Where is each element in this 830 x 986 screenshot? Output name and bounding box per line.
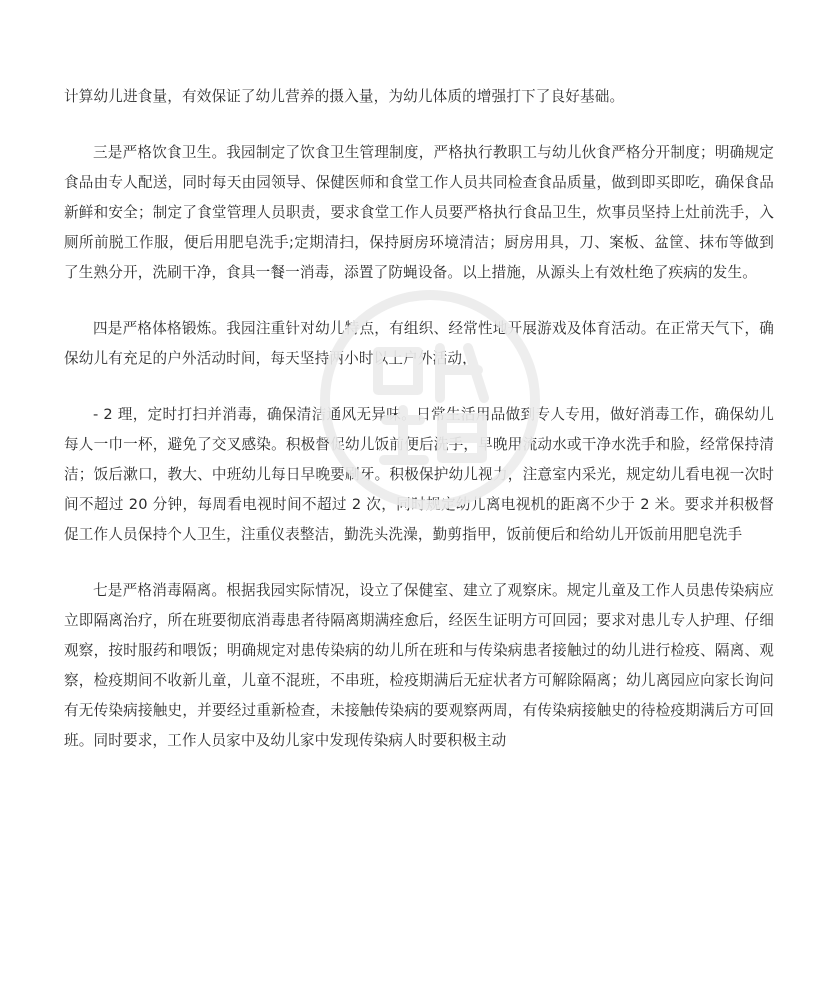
paragraph-daily-hygiene: - 2 理，定时打扫并消毒，确保清洁通风无异味。日常生活用品做到专人专用，做好消毒工作，确保幼儿每人一巾一杯，避免了交叉感染。积极督促幼儿饭前便后洗手，早晚用流动水或干净水洗手和脸，经常保持清洁；饭后漱口，教大、中班幼儿每日早晚要刷牙。积极保护幼儿视力，注意室内采光，规定幼儿看电视一次时间不超过 20 分钟，每周看电视时间不超过 2 次，同时规定幼儿离电视机的距离不少于 2 米。要求并积极督促工作人员保持个人卫生，注重仪表整洁，勤洗头洗澡，勤剪指甲，饭前便后和给幼儿开饭前用肥皂洗手 <box>64 406 774 543</box>
paragraph-physical-exercise: 四是严格体格锻炼。我园注重针对幼儿特点，有组织、经常性地开展游戏及体育活动。在正常天气下，确保幼儿有充足的户外活动时间，每天坚持两小时以上户外活动， <box>64 320 774 367</box>
document-body <box>64 82 774 756</box>
paragraph-food-hygiene: 三是严格饮食卫生。我园制定了饮食卫生管理制度，严格执行教职工与幼儿伙食严格分开制度；明确规定食品由专人配送，同时每天由园领导、保健医师和食堂工作人员共同检查食品质量，做到即买即吃，确保食品新鲜和安全；制定了食堂管理人员职责，要求食堂工作人员要严格执行食品卫生，炊事员坚持上灶前洗手，入厕所前脱工作服，便后用肥皂洗手;定期清扫，保持厨房环境清洁；厨房用具，刀、案板、盆筐、抹布等做到了生熟分开，洗刷干净，食具一餐一消毒，添置了防蝇设备。以上措施，从源头上有效杜绝了疾病的发生。 <box>64 144 774 281</box>
paragraph-intro-continuation: 计算幼儿进食量，有效保证了幼儿营养的摄入量，为幼儿体质的增强打下了良好基础。 <box>64 88 625 105</box>
paragraph-disinfection-isolation: 七是严格消毒隔离。根据我园实际情况，设立了保健室、建立了观察床。规定儿童及工作人员患传染病应立即隔离治疗，所在班要彻底消毒患者待隔离期满痊愈后，经医生证明方可回园；要求对患儿专人护理、仔细观察，按时服药和喂饭；明确规定对患传染病的幼儿所在班和与传染病患者接触过的幼儿进行检疫、隔离、观察，检疫期间不收新儿童，儿童不混班，不串班，检疫期满后无症状者方可解除隔离；幼儿离园应向家长询问有无传染病接触史，并要经过重新检查，未接触传染病的要观察两周，有传染病接触史的待检疫期满后方可回班。同时要求，工作人员家中及幼儿家中发现传染病人时要积极主动 <box>64 582 774 749</box>
